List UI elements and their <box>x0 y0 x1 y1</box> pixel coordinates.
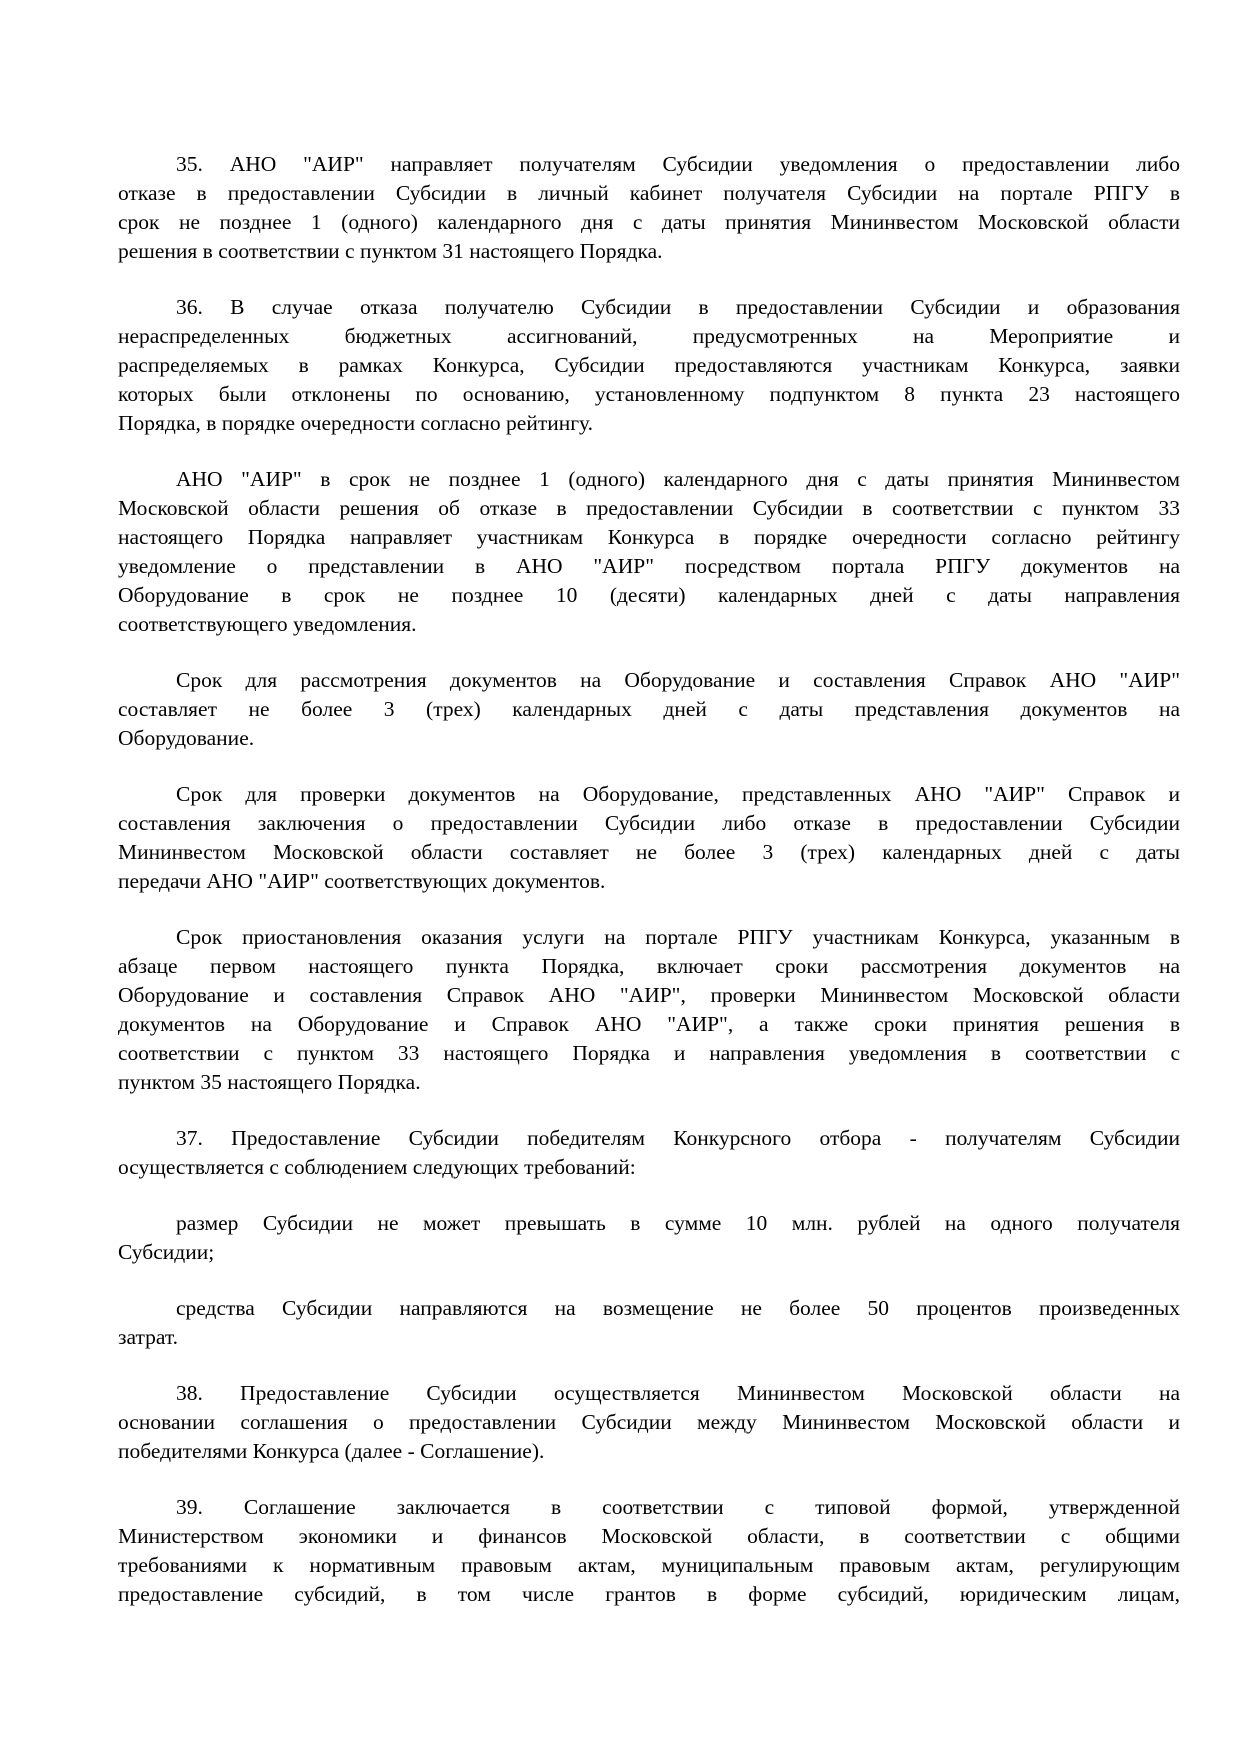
text-line: размер Субсидии не может превышать в сумме 10 млн. рублей на одного получателя <box>176 1211 1180 1235</box>
text-line: средства Субсидии направляются на возмещение не более 50 процентов произведенных <box>176 1296 1180 1320</box>
text-line: осуществляется с соблюдением следующих требований: <box>118 1155 636 1179</box>
paragraph <box>118 1209 1180 1267</box>
text-line: АНО "АИР" в срок не позднее 1 (одного) календарного дня с даты принятия Мининвестом <box>176 467 1180 491</box>
text-line: 36. В случае отказа получателю Субсидии в предоставлении Субсидии и образования <box>176 295 1180 319</box>
text-line: уведомление о представлении в АНО "АИР" посредством портала РПГУ документов на <box>118 554 1180 578</box>
paragraph <box>118 666 1180 753</box>
paragraph <box>118 923 1180 1097</box>
text-line: Мининвестом Московской области составляет не более 3 (трех) календарных дней с даты <box>118 840 1180 864</box>
text-line: 39. Соглашение заключается в соответствии с типовой формой, утвержденной <box>176 1495 1180 1519</box>
text-line: соответствующего уведомления. <box>118 612 417 636</box>
paragraph <box>118 293 1180 438</box>
document-page <box>118 150 1180 1636</box>
paragraph <box>118 150 1180 266</box>
paragraph <box>118 465 1180 639</box>
paragraph <box>118 1379 1180 1466</box>
text-line: Оборудование и составления Справок АНО "АИР", проверки Мининвестом Московской области <box>118 983 1180 1007</box>
text-line: абзаце первом настоящего пункта Порядка, включает сроки рассмотрения документов на <box>118 954 1180 978</box>
text-line: Оборудование. <box>118 726 255 750</box>
text-line: составляет не более 3 (трех) календарных дней с даты представления документов на <box>118 697 1180 721</box>
text-line: Оборудование в срок не позднее 10 (десяти) календарных дней с даты направления <box>118 583 1180 607</box>
text-line: победителями Конкурса (далее - Соглашение). <box>118 1439 545 1463</box>
text-line: распределяемых в рамках Конкурса, Субсидии предоставляются участникам Конкурса, заявки <box>118 353 1180 377</box>
text-line: нераспределенных бюджетных ассигнований, предусмотренных на Мероприятие и <box>118 324 1180 348</box>
text-line: Срок для рассмотрения документов на Оборудование и составления Справок АНО "АИР" <box>176 668 1180 692</box>
paragraph <box>118 1493 1180 1609</box>
text-line: Срок для проверки документов на Оборудование, представленных АНО "АИР" Справок и <box>176 782 1180 806</box>
text-line: 38. Предоставление Субсидии осуществляется Мининвестом Московской области на <box>176 1381 1180 1405</box>
text-line: предоставление субсидий, в том числе грантов в форме субсидий, юридическим лицам, <box>118 1582 1180 1606</box>
text-line: Министерством экономики и финансов Московской области, в соответствии с общими <box>118 1524 1180 1548</box>
text-line: документов на Оборудование и Справок АНО "АИР", а также сроки принятия решения в <box>118 1012 1180 1036</box>
paragraph <box>118 780 1180 896</box>
text-line: Порядка, в порядке очередности согласно рейтингу. <box>118 411 594 435</box>
text-line: настоящего Порядка направляет участникам Конкурса в порядке очередности согласно рейтингу <box>118 525 1180 549</box>
paragraph <box>118 1124 1180 1182</box>
text-line: срок не позднее 1 (одного) календарного дня с даты принятия Мининвестом Московской области <box>118 210 1180 234</box>
text-line: соответствии с пунктом 33 настоящего Порядка и направления уведомления в соответствии с <box>118 1041 1180 1065</box>
text-line: основании соглашения о предоставлении Субсидии между Мининвестом Московской области и <box>118 1410 1180 1434</box>
text-line: решения в соответствии с пунктом 31 настоящего Порядка. <box>118 239 663 263</box>
text-line: передачи АНО "АИР" соответствующих документов. <box>118 869 606 893</box>
text-line: затрат. <box>118 1325 179 1349</box>
text-line: 35. АНО "АИР" направляет получателям Субсидии уведомления о предоставлении либо <box>176 152 1180 176</box>
text-line: составления заключения о предоставлении Субсидии либо отказе в предоставлении Субсидии <box>118 811 1180 835</box>
text-line: Субсидии; <box>118 1240 215 1264</box>
text-line: которых были отклонены по основанию, установленному подпунктом 8 пункта 23 настоящего <box>118 382 1180 406</box>
text-line: пунктом 35 настоящего Порядка. <box>118 1070 421 1094</box>
text-line: Московской области решения об отказе в предоставлении Субсидии в соответствии с пунктом 33 <box>118 496 1180 520</box>
text-line: отказе в предоставлении Субсидии в личный кабинет получателя Субсидии на портале РПГУ в <box>118 181 1180 205</box>
paragraph <box>118 1294 1180 1352</box>
text-line: Срок приостановления оказания услуги на портале РПГУ участникам Конкурса, указанным в <box>176 925 1180 949</box>
text-line: 37. Предоставление Субсидии победителям Конкурсного отбора - получателям Субсидии <box>176 1126 1180 1150</box>
text-line: требованиями к нормативным правовым актам, муниципальным правовым актам, регулирующим <box>118 1553 1180 1577</box>
